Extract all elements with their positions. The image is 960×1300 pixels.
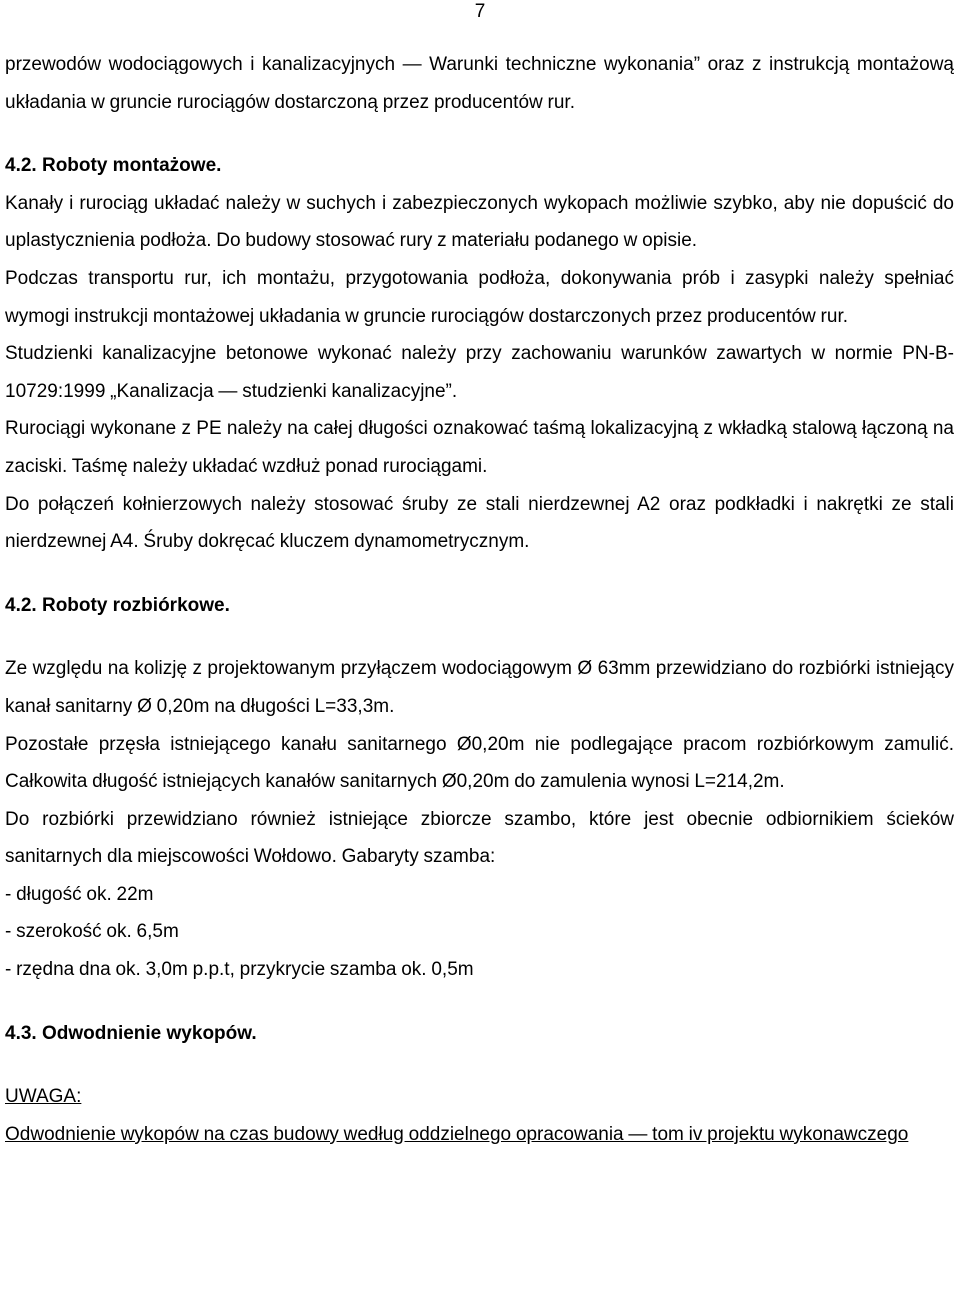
document-body	[5, 46, 954, 1153]
section-heading-odwodnienie: 4.3. Odwodnienie wykopów.	[5, 1022, 257, 1044]
paragraph-marking-tape: Rurociągi wykonane z PE należy na całej długości oznakować taśmą lokalizacyjną z wkładką stalową łączoną na zaciski. Taśmę należy układać wzdłuż ponad rurociągami.	[5, 418, 954, 477]
section-heading-rozbiorka: 4.2. Roboty rozbiórkowe.	[5, 594, 230, 616]
note-label: UWAGA:	[5, 1086, 82, 1108]
paragraph-transport: Podczas transportu rur, ich montażu, przygotowania podłoża, dokonywania prób i zasypki należy spełniać wymogi instrukcji montażowej układania w gruncie rurociągów dostarczonych przez producentów rur.	[5, 267, 954, 327]
paragraph-bolts: Do połączeń kołnierzowych należy stosować śruby ze stali nierdzewnej A2 oraz podkładki i nakrętki ze stali nierdzewnej A4. Śruby dokręcać kluczem dynamometrycznym.	[5, 493, 954, 553]
list-item: - rzędna dna ok. 3,0m p.p.t, przykrycie szamba ok. 0,5m	[5, 959, 474, 981]
paragraph-demolition-collision: Ze względu na kolizję z projektowanym przyłączem wodociągowym Ø 63mm przewidziano do rozbiórki istniejący kanał sanitarny Ø 0,20m na długości L=33,3m.	[5, 658, 954, 717]
list-item: - szerokość ok. 6,5m	[5, 921, 179, 943]
cesspool-dimensions-list	[5, 876, 954, 989]
list-item: - długość ok. 22m	[5, 883, 154, 905]
paragraph-dewatering-note: Odwodnienie wykopów na czas budowy według oddzielnego opracowania — tom iv projektu wykonawczego	[5, 1123, 909, 1145]
paragraph-standards-continuation: przewodów wodociągowych i kanalizacyjnych — Warunki techniczne wykonania” oraz z instrukcją montażową układania w gruncie rurociągów dostarczoną przez producentów rur.	[5, 54, 954, 113]
paragraph-laying: Kanały i rurociąg układać należy w suchych i zabezpieczonych wykopach możliwie szybko, aby nie dopuścić do uplastycznienia podłoża. Do budowy stosować rury z materiału podanego w opisie.	[5, 192, 954, 252]
section-heading-montaz: 4.2. Roboty montażowe.	[5, 155, 222, 177]
page-number: 7	[474, 1, 486, 22]
paragraph-silting: Pozostałe przęsła istniejącego kanału sanitarnego Ø0,20m nie podlegające pracom rozbiórkowym zamulić. Całkowita długość istniejących kanałów sanitarnych Ø0,20m do zamulenia wynosi L=214,2m.	[5, 733, 954, 793]
paragraph-cesspool: Do rozbiórki przewidziano również istniejące zbiorcze szambo, które jest obecnie odbiornikiem ścieków sanitarnych dla miejscowości Wołdowo. Gabaryty szamba:	[5, 808, 954, 868]
paragraph-manholes: Studzienki kanalizacyjne betonowe wykonać należy przy zachowaniu warunków zawartych w normie PN-B-10729:1999 „Kanalizacja — studzienki kanalizacyjne”.	[5, 343, 954, 402]
